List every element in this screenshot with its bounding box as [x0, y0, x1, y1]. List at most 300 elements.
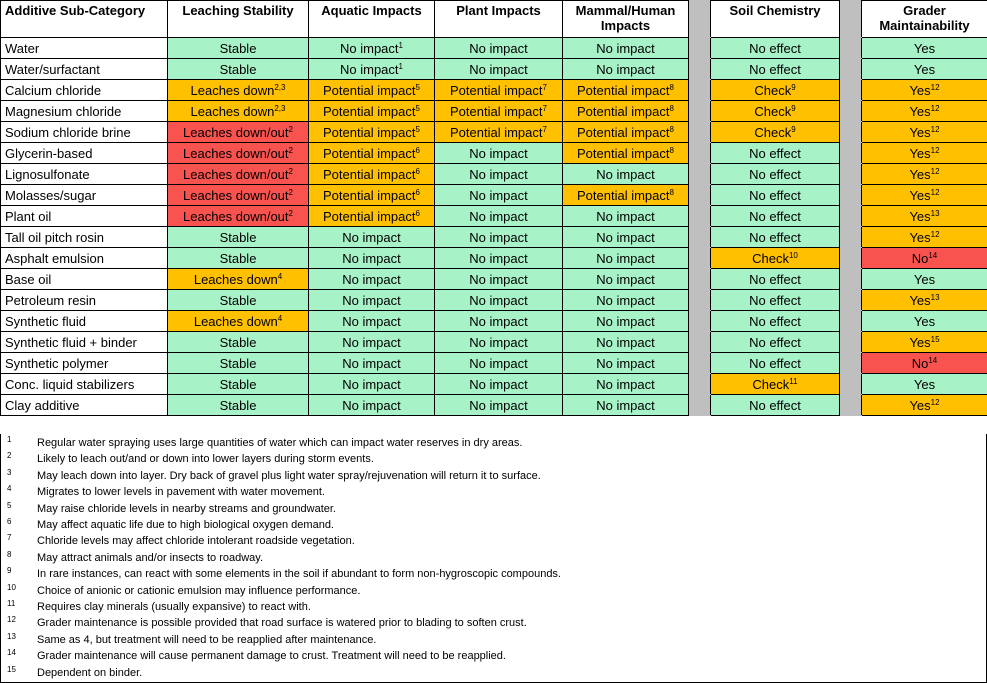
cell-value: Potential impact	[577, 124, 670, 140]
column-separator	[689, 80, 711, 101]
cell-value: Potential impact	[323, 145, 416, 161]
cell-value: No impact	[469, 166, 528, 182]
plant-impacts-cell	[435, 332, 563, 353]
column-separator	[689, 59, 711, 80]
cell-value: Stable	[219, 334, 257, 350]
plant-impacts-cell	[435, 374, 563, 395]
leaching-stability-cell	[168, 59, 309, 80]
mammal-human-impacts-cell	[563, 80, 689, 101]
cell-value: Yes	[913, 271, 936, 287]
plant-impacts-cell	[435, 290, 563, 311]
footnote-number: 10	[7, 582, 16, 592]
cell-value: No effect	[749, 229, 801, 245]
plant-impacts-cell	[435, 206, 563, 227]
footnote-number: 5	[7, 500, 12, 510]
additive-sub-category-cell: Petroleum resin	[1, 290, 168, 311]
mammal-human-impacts-cell	[563, 227, 689, 248]
additive-sub-category-cell: Base oil	[1, 269, 168, 290]
cell-value: Check	[754, 103, 792, 119]
footnote-reference: 2	[288, 145, 293, 155]
aquatic-impacts-cell	[309, 395, 435, 416]
footnote-reference: 12	[930, 145, 940, 155]
cell-value: No impact	[342, 397, 401, 413]
footnote-reference: 4	[277, 313, 283, 323]
footnote-reference: 9	[791, 124, 796, 134]
soil-chemistry-cell	[711, 269, 840, 290]
additive-sub-category-cell: Water	[1, 38, 168, 59]
grader-maintainability-cell	[862, 122, 987, 143]
cell-value: No impact	[469, 271, 528, 287]
mammal-human-impacts-cell	[563, 59, 689, 80]
cell-value: No impact	[469, 376, 528, 392]
table-row	[1, 206, 987, 227]
footnote-text: May affect aquatic life due to high biological oxygen demand.	[37, 519, 334, 531]
grader-maintainability-cell	[862, 395, 987, 416]
column-separator	[840, 248, 862, 269]
table-row	[1, 122, 987, 143]
footnote-reference: 6	[415, 145, 420, 155]
cell-value: No impact	[596, 313, 655, 329]
table-row	[1, 101, 987, 122]
cell-value: Yes	[909, 166, 931, 182]
footnote-number: 15	[7, 664, 16, 674]
additive-sub-category-cell: Tall oil pitch rosin	[1, 227, 168, 248]
grader-maintainability-cell	[862, 311, 987, 332]
leaching-stability-cell	[168, 80, 309, 101]
cell-value: No impact	[469, 229, 528, 245]
cell-value: Yes	[909, 187, 931, 203]
leaching-stability-cell	[168, 290, 309, 311]
cell-value: Stable	[219, 376, 257, 392]
cell-value: Potential impact	[577, 103, 670, 119]
cell-value: Yes	[909, 82, 931, 98]
footnote-number: 11	[7, 599, 16, 608]
cell-value: Potential impact	[450, 103, 543, 119]
cell-value: Stable	[219, 61, 257, 77]
cell-value: No effect	[749, 313, 801, 329]
footnote-reference: 2,3	[274, 103, 286, 113]
cell-value: No impact	[469, 250, 528, 266]
additive-sub-category-cell: Water/surfactant	[1, 59, 168, 80]
cell-value: No effect	[749, 334, 801, 350]
grader-maintainability-cell	[862, 38, 987, 59]
additive-sub-category-cell: Clay additive	[1, 395, 168, 416]
column-separator	[840, 374, 862, 395]
plant-impacts-cell	[435, 395, 563, 416]
footnote-reference: 13	[930, 292, 940, 302]
mammal-human-impacts-cell	[563, 122, 689, 143]
cell-value: No impact	[342, 355, 401, 371]
soil-chemistry-cell	[711, 290, 840, 311]
additive-sub-category-cell: Lignosulfonate	[1, 164, 168, 185]
footnote-text: Grader maintenance will cause permanent damage to crust. Treatment will need to be reapplied.	[37, 650, 506, 663]
soil-chemistry-cell	[711, 38, 840, 59]
soil-chemistry-cell	[711, 143, 840, 164]
cell-value: Leaches down/out	[183, 208, 289, 224]
cell-value: Potential impact	[323, 103, 416, 119]
table-row	[1, 374, 987, 395]
footnote-text: Grader maintenance is possible provided that road surface is watered prior to blading to soften crust.	[37, 617, 527, 630]
column-separator	[840, 227, 862, 248]
cell-value: Leaches down/out	[183, 187, 289, 203]
column-separator	[840, 269, 862, 290]
footnote-reference: 12	[930, 229, 940, 239]
mammal-human-impacts-cell	[563, 332, 689, 353]
footnote-reference: 12	[930, 103, 940, 113]
additive-sub-category-cell: Magnesium chloride	[1, 101, 168, 122]
footnote-reference: 12	[930, 124, 940, 134]
leaching-stability-cell	[168, 185, 309, 206]
footnote-reference: 9	[791, 82, 796, 92]
additive-sub-category-cell: Sodium chloride brine	[1, 122, 168, 143]
header-mammal-human-impacts: Mammal/Human Impacts	[563, 1, 689, 38]
cell-value: No impact	[340, 40, 399, 56]
cell-value: No impact	[469, 313, 528, 329]
leaching-stability-cell	[168, 311, 309, 332]
aquatic-impacts-cell	[309, 101, 435, 122]
column-separator	[689, 395, 711, 416]
soil-chemistry-cell	[711, 248, 840, 269]
aquatic-impacts-cell	[309, 59, 435, 80]
cell-value: Stable	[219, 250, 257, 266]
table-row	[1, 269, 987, 290]
footnote-reference: 8	[669, 124, 674, 134]
cell-value: Yes	[909, 145, 931, 161]
cell-value: No effect	[749, 61, 801, 77]
table-row	[1, 227, 987, 248]
footnote-text: Same as 4, but treatment will need to be reapplied after maintenance.	[37, 633, 377, 646]
footnote-number: 8	[7, 549, 12, 559]
cell-value: No effect	[749, 166, 801, 182]
cell-value: No effect	[749, 355, 801, 371]
aquatic-impacts-cell	[309, 374, 435, 395]
table-row	[1, 164, 987, 185]
table-row	[1, 290, 987, 311]
grader-maintainability-cell	[862, 143, 987, 164]
mammal-human-impacts-cell	[563, 395, 689, 416]
leaching-stability-cell	[168, 269, 309, 290]
grader-maintainability-cell	[862, 164, 987, 185]
cell-value: Yes	[913, 40, 936, 56]
mammal-human-impacts-cell	[563, 185, 689, 206]
cell-value: Leaches down/out	[183, 124, 289, 140]
column-separator	[840, 353, 862, 374]
cell-value: Yes	[913, 376, 936, 392]
mammal-human-impacts-cell	[563, 248, 689, 269]
cell-value: No	[911, 250, 929, 266]
cell-value: Stable	[219, 229, 257, 245]
cell-value: No impact	[469, 187, 528, 203]
plant-impacts-cell	[435, 101, 563, 122]
soil-chemistry-cell	[711, 80, 840, 101]
aquatic-impacts-cell	[309, 353, 435, 374]
cell-value: Leaches down	[193, 313, 278, 329]
footnote-reference: 8	[669, 145, 674, 155]
cell-value: No impact	[596, 271, 655, 287]
soil-chemistry-cell	[711, 122, 840, 143]
column-separator	[689, 311, 711, 332]
footnote-reference: 12	[930, 82, 940, 92]
aquatic-impacts-cell	[309, 143, 435, 164]
leaching-stability-cell	[168, 206, 309, 227]
table-row	[1, 353, 987, 374]
header-additive-sub-category: Additive Sub-Category	[1, 1, 168, 38]
cell-value: No impact	[469, 397, 528, 413]
cell-value: Stable	[219, 397, 257, 413]
footnote-reference: 2	[288, 166, 293, 176]
cell-value: No effect	[749, 271, 801, 287]
cell-value: Yes	[913, 313, 936, 329]
cell-value: No impact	[342, 250, 401, 266]
soil-chemistry-cell	[711, 311, 840, 332]
mammal-human-impacts-cell	[563, 206, 689, 227]
header-plant-impacts: Plant Impacts	[435, 1, 563, 38]
footnote-reference: 1	[398, 40, 403, 50]
footnote-reference: 7	[542, 103, 547, 113]
cell-value: No impact	[596, 208, 655, 224]
footnote-reference: 5	[415, 103, 420, 113]
footnote-reference: 1	[398, 61, 403, 71]
column-separator	[689, 38, 711, 59]
footnote-reference: 2	[288, 124, 293, 134]
footnote-number: 14	[7, 648, 16, 658]
cell-value: No impact	[342, 334, 401, 350]
additive-sub-category-cell: Conc. liquid stabilizers	[1, 374, 168, 395]
soil-chemistry-cell	[711, 101, 840, 122]
footnote-reference: 13	[930, 208, 940, 218]
aquatic-impacts-cell	[309, 185, 435, 206]
cell-value: Potential impact	[323, 208, 416, 224]
aquatic-impacts-cell	[309, 248, 435, 269]
cell-value: No impact	[342, 271, 401, 287]
cell-value: Stable	[219, 355, 257, 371]
cell-value: No impact	[596, 61, 655, 77]
column-separator	[689, 143, 711, 164]
cell-value: No impact	[596, 292, 655, 308]
additive-sub-category-cell: Plant oil	[1, 206, 168, 227]
footnote-text: May attract animals and/or insects to roadway.	[37, 551, 264, 564]
footnote-number: 9	[7, 566, 12, 576]
plant-impacts-cell	[435, 38, 563, 59]
footnote-text: Chloride levels may affect chloride intolerant roadside vegetation.	[37, 535, 355, 548]
soil-chemistry-cell	[711, 353, 840, 374]
mammal-human-impacts-cell	[563, 290, 689, 311]
footnote-reference: 7	[542, 124, 547, 134]
aquatic-impacts-cell	[309, 38, 435, 59]
footnote-reference: 8	[669, 103, 674, 113]
footnote-text: In rare instances, can react with some elements in the soil if abundant to form non-hygroscopic compounds.	[37, 568, 561, 581]
footnote-reference: 10	[788, 250, 798, 260]
aquatic-impacts-cell	[309, 80, 435, 101]
table-row	[1, 143, 987, 164]
cell-value: Leaches down/out	[183, 166, 289, 182]
footnote-reference: 7	[542, 82, 547, 92]
cell-value: No effect	[749, 397, 801, 413]
aquatic-impacts-cell	[309, 311, 435, 332]
cell-value: Leaches down/out	[183, 145, 289, 161]
grader-maintainability-cell	[862, 332, 987, 353]
cell-value: No effect	[749, 208, 801, 224]
column-separator	[840, 395, 862, 416]
cell-value: No impact	[596, 166, 655, 182]
additive-sub-category-cell: Synthetic fluid	[1, 311, 168, 332]
cell-value: No effect	[749, 145, 801, 161]
mammal-human-impacts-cell	[563, 353, 689, 374]
grader-maintainability-cell	[862, 206, 987, 227]
column-separator	[689, 290, 711, 311]
cell-value: Check	[752, 376, 790, 392]
cell-value: No effect	[749, 40, 801, 56]
column-separator	[689, 164, 711, 185]
mammal-human-impacts-cell	[563, 101, 689, 122]
column-separator	[689, 206, 711, 227]
footnote-reference: 2,3	[274, 82, 286, 92]
mammal-human-impacts-cell	[563, 38, 689, 59]
column-separator	[840, 185, 862, 206]
cell-value: Yes	[909, 124, 931, 140]
header-soil-chemistry: Soil Chemistry	[711, 1, 840, 38]
cell-value: Stable	[219, 40, 257, 56]
grader-maintainability-cell	[862, 59, 987, 80]
grader-maintainability-cell	[862, 290, 987, 311]
footnote-number: 13	[7, 631, 16, 641]
footnote-reference: 8	[669, 82, 674, 92]
grader-maintainability-cell	[862, 227, 987, 248]
plant-impacts-cell	[435, 311, 563, 332]
cell-value: Yes	[909, 229, 931, 245]
cell-value: Potential impact	[450, 82, 543, 98]
plant-impacts-cell	[435, 353, 563, 374]
cell-value: No impact	[342, 292, 401, 308]
plant-impacts-cell	[435, 248, 563, 269]
column-separator	[689, 122, 711, 143]
soil-chemistry-cell	[711, 332, 840, 353]
table-row	[1, 395, 987, 416]
footnote-reference: 8	[669, 187, 674, 197]
column-separator	[840, 164, 862, 185]
cell-value: No impact	[469, 334, 528, 350]
table-row	[1, 185, 987, 206]
cell-value: No impact	[342, 376, 401, 392]
grader-maintainability-cell	[862, 101, 987, 122]
soil-chemistry-cell	[711, 395, 840, 416]
footnote-number: 1	[7, 435, 12, 444]
aquatic-impacts-cell	[309, 269, 435, 290]
table-row	[1, 38, 987, 59]
cell-value: No impact	[596, 334, 655, 350]
footnote-number: 12	[7, 615, 16, 625]
cell-value: Yes	[909, 397, 931, 413]
cell-value: No impact	[596, 250, 655, 266]
aquatic-impacts-cell	[309, 206, 435, 227]
cell-value: Yes	[909, 292, 931, 308]
cell-value: No impact	[342, 313, 401, 329]
column-separator	[689, 101, 711, 122]
footnote-reference: 2	[288, 187, 293, 197]
soil-chemistry-cell	[711, 164, 840, 185]
cell-value: Potential impact	[323, 82, 416, 98]
plant-impacts-cell	[435, 80, 563, 101]
footnote-reference: 11	[789, 376, 798, 386]
soil-chemistry-cell	[711, 374, 840, 395]
column-separator	[840, 38, 862, 59]
column-separator	[840, 311, 862, 332]
cell-value: Yes	[909, 334, 931, 350]
aquatic-impacts-cell	[309, 227, 435, 248]
leaching-stability-cell	[168, 122, 309, 143]
footnote-reference: 12	[930, 397, 940, 407]
cell-value: Leaches down	[193, 271, 278, 287]
cell-value: Leaches down	[190, 103, 275, 119]
cell-value: Potential impact	[323, 166, 416, 182]
table-row	[1, 59, 987, 80]
column-separator	[689, 332, 711, 353]
cell-value: Potential impact	[577, 187, 670, 203]
leaching-stability-cell	[168, 143, 309, 164]
footnote-reference: 14	[928, 250, 938, 260]
cell-value: No impact	[596, 355, 655, 371]
table-row	[1, 248, 987, 269]
footnote-reference: 15	[930, 334, 940, 344]
additive-sub-category-cell: Asphalt emulsion	[1, 248, 168, 269]
grader-maintainability-cell	[862, 353, 987, 374]
header-grader-maintainability: Grader Maintainability	[862, 1, 987, 38]
column-separator	[689, 269, 711, 290]
column-separator	[840, 332, 862, 353]
footnote-reference: 14	[928, 355, 938, 365]
footnote-reference: 5	[415, 124, 420, 134]
cell-value: No impact	[469, 145, 528, 161]
leaching-stability-cell	[168, 38, 309, 59]
footnote-number: 2	[7, 451, 12, 461]
table-row	[1, 80, 987, 101]
column-separator	[840, 206, 862, 227]
footnote-reference: 6	[415, 208, 420, 218]
header-aquatic-impacts: Aquatic Impacts	[309, 1, 435, 38]
plant-impacts-cell	[435, 227, 563, 248]
footnote-text: Choice of anionic or cationic emulsion may influence performance.	[37, 584, 361, 597]
cell-value: Stable	[219, 292, 257, 308]
cell-value: No impact	[596, 376, 655, 392]
column-separator	[689, 227, 711, 248]
cell-value: No impact	[340, 61, 399, 77]
aquatic-impacts-cell	[309, 164, 435, 185]
footnote-reference: 6	[415, 166, 420, 176]
cell-value: No impact	[596, 229, 655, 245]
footnote-reference: 4	[277, 271, 283, 281]
column-separator	[689, 353, 711, 374]
column-separator	[840, 101, 862, 122]
aquatic-impacts-cell	[309, 290, 435, 311]
cell-value: No impact	[469, 61, 528, 77]
cell-value: Yes	[909, 208, 931, 224]
cell-value: Potential impact	[577, 145, 670, 161]
footnote-text: May leach down into layer. Dry back of gravel plus light water spray/rejuvenation will return it to surface.	[37, 469, 541, 482]
header-leaching-stability: Leaching Stability	[168, 1, 309, 38]
cell-value: No impact	[469, 208, 528, 224]
grader-maintainability-cell	[862, 248, 987, 269]
column-separator	[689, 374, 711, 395]
leaching-stability-cell	[168, 374, 309, 395]
column-separator	[689, 1, 711, 38]
footnote-reference: 6	[415, 187, 420, 197]
additive-sub-category-cell: Glycerin-based	[1, 143, 168, 164]
additive-sub-category-cell: Synthetic polymer	[1, 353, 168, 374]
plant-impacts-cell	[435, 59, 563, 80]
cell-value: No impact	[342, 229, 401, 245]
leaching-stability-cell	[168, 395, 309, 416]
cell-value: No impact	[469, 40, 528, 56]
